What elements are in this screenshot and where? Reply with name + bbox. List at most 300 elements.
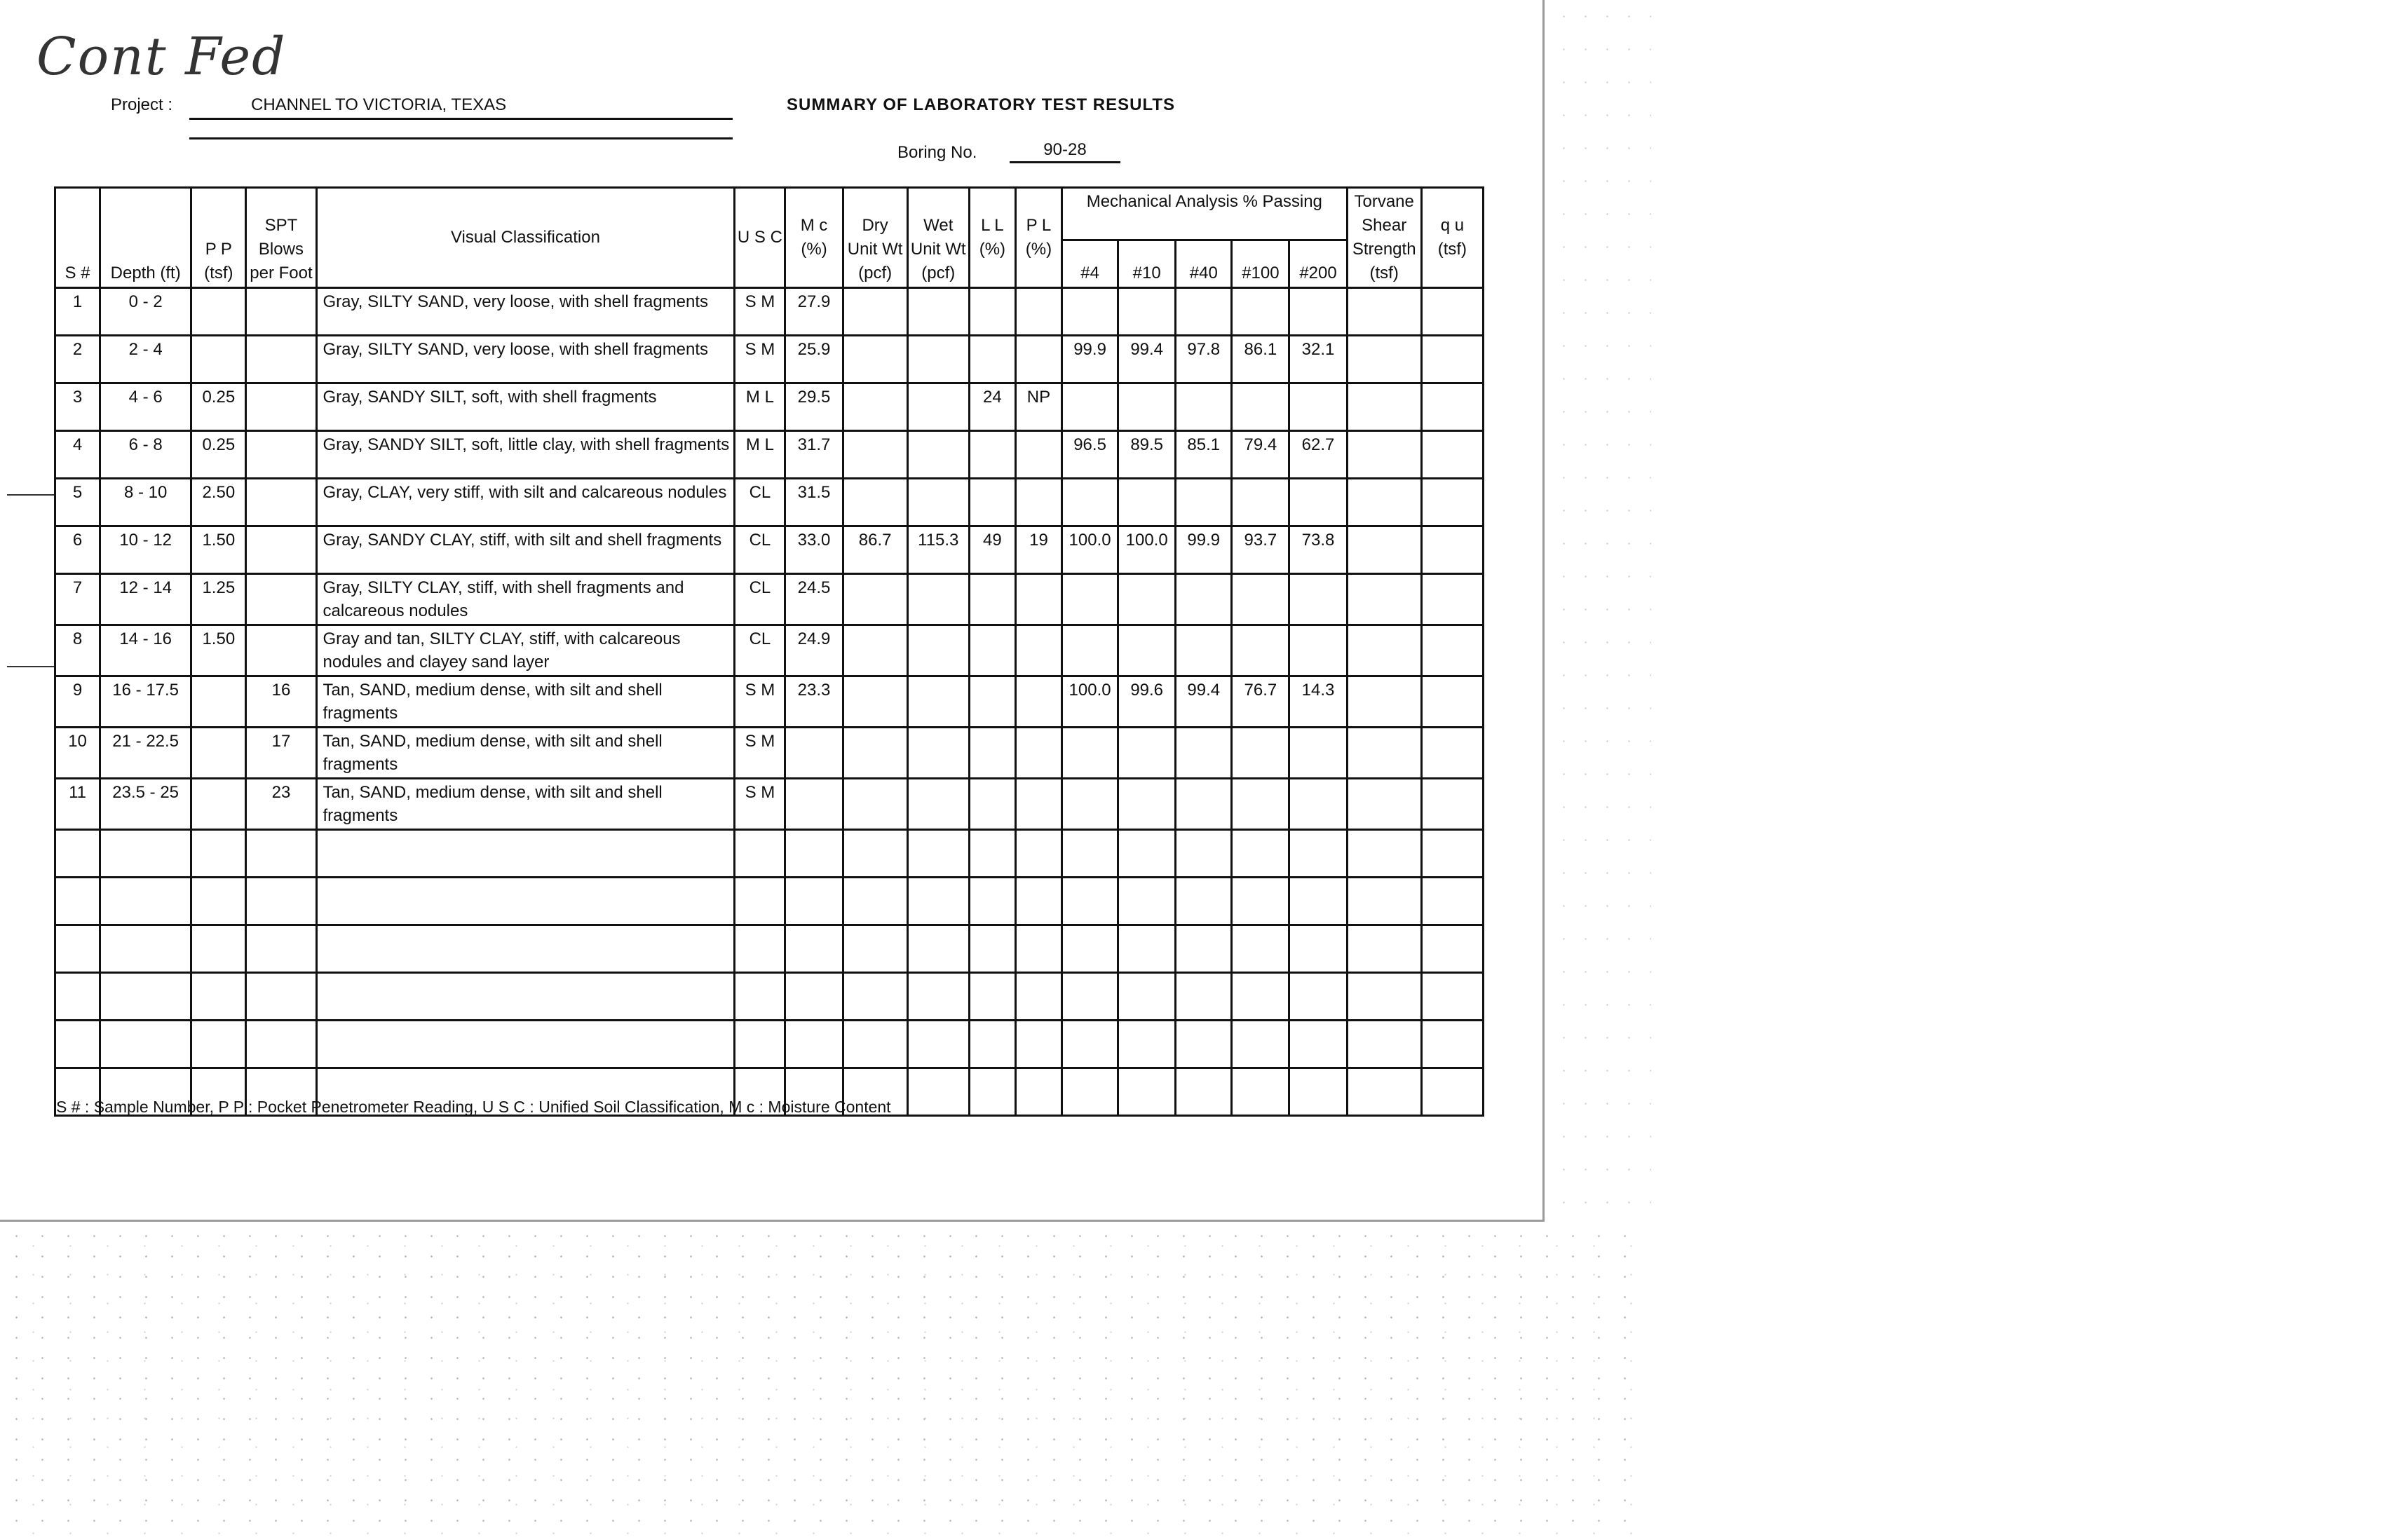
cell-usc xyxy=(735,830,785,878)
table-row xyxy=(55,526,1484,574)
cell-torvane xyxy=(1347,1068,1421,1116)
cell-mc xyxy=(785,830,843,878)
cell-mc: 33.0 xyxy=(785,526,843,574)
cell-s200 xyxy=(1289,878,1347,925)
cell-pl xyxy=(1015,288,1061,336)
project-label: Project : xyxy=(111,95,173,114)
table-row xyxy=(55,779,1484,830)
cell-s100 xyxy=(1232,625,1289,676)
cell-s40: 97.8 xyxy=(1176,336,1232,383)
cell-s200 xyxy=(1289,973,1347,1021)
cell-qu xyxy=(1421,625,1483,676)
cell-ll xyxy=(969,830,1015,878)
cell-depth: 8 - 10 xyxy=(100,479,191,526)
cell-s100 xyxy=(1232,728,1289,779)
cell-depth: 6 - 8 xyxy=(100,431,191,479)
col-sieve-10: #10 xyxy=(1118,240,1176,287)
scan-noise xyxy=(0,1220,1634,1540)
cell-s4: 100.0 xyxy=(1062,526,1118,574)
cell-s100 xyxy=(1232,925,1289,973)
cell-depth: 4 - 6 xyxy=(100,383,191,431)
cell-wet xyxy=(907,779,969,830)
cell-s40 xyxy=(1176,779,1232,830)
cell-torvane xyxy=(1347,830,1421,878)
cell-pp xyxy=(191,728,246,779)
cell-wet xyxy=(907,728,969,779)
cell-pl xyxy=(1015,779,1061,830)
project-value: CHANNEL TO VICTORIA, TEXAS xyxy=(189,90,733,120)
table-row xyxy=(55,1021,1484,1068)
cell-desc: Tan, SAND, medium dense, with silt and shell fragments xyxy=(316,779,735,830)
project-underline xyxy=(189,137,733,139)
cell-s10 xyxy=(1118,878,1176,925)
cell-s4 xyxy=(1062,479,1118,526)
col-spt: SPT Blows per Foot xyxy=(246,188,316,288)
cell-s4 xyxy=(1062,1068,1118,1116)
cell-pl xyxy=(1015,728,1061,779)
table-row xyxy=(55,574,1484,625)
cell-ll: 49 xyxy=(969,526,1015,574)
cell-spt: 23 xyxy=(246,779,316,830)
cell-desc: Gray, SILTY SAND, very loose, with shell fragments xyxy=(316,288,735,336)
table-row xyxy=(55,625,1484,676)
cell-torvane xyxy=(1347,925,1421,973)
cell-desc: Gray, SILTY SAND, very loose, with shell fragments xyxy=(316,336,735,383)
cell-qu xyxy=(1421,830,1483,878)
cell-s: 10 xyxy=(55,728,100,779)
handwritten-note: Cont Fed xyxy=(36,27,287,87)
cell-usc: CL xyxy=(735,574,785,625)
cell-pl xyxy=(1015,676,1061,728)
cell-spt: 16 xyxy=(246,676,316,728)
col-depth: Depth (ft) xyxy=(100,188,191,288)
cell-wet xyxy=(907,383,969,431)
cell-wet xyxy=(907,878,969,925)
cell-depth xyxy=(100,925,191,973)
cell-s xyxy=(55,830,100,878)
cell-torvane xyxy=(1347,288,1421,336)
cell-s200: 62.7 xyxy=(1289,431,1347,479)
cell-depth: 23.5 - 25 xyxy=(100,779,191,830)
cell-wet xyxy=(907,973,969,1021)
cell-spt xyxy=(246,574,316,625)
cell-torvane xyxy=(1347,574,1421,625)
table-row xyxy=(55,288,1484,336)
cell-ll xyxy=(969,676,1015,728)
cell-qu xyxy=(1421,1021,1483,1068)
cell-pp: 1.50 xyxy=(191,625,246,676)
cell-s4 xyxy=(1062,779,1118,830)
col-ll: L L (%) xyxy=(969,188,1015,288)
cell-s100: 76.7 xyxy=(1232,676,1289,728)
cell-s100 xyxy=(1232,878,1289,925)
cell-dry xyxy=(843,479,907,526)
cell-mc: 25.9 xyxy=(785,336,843,383)
cell-s40 xyxy=(1176,728,1232,779)
cell-pl xyxy=(1015,431,1061,479)
cell-s100 xyxy=(1232,1021,1289,1068)
cell-s xyxy=(55,925,100,973)
cell-s: 11 xyxy=(55,779,100,830)
cell-wet xyxy=(907,479,969,526)
scan-noise-right xyxy=(1553,0,1651,1220)
cell-qu xyxy=(1421,526,1483,574)
cell-torvane xyxy=(1347,526,1421,574)
cell-mc xyxy=(785,728,843,779)
cell-ll xyxy=(969,1021,1015,1068)
cell-ll xyxy=(969,973,1015,1021)
col-pp: P P (tsf) xyxy=(191,188,246,288)
cell-usc: S M xyxy=(735,336,785,383)
legend-footnote: S # : Sample Number, P P : Pocket Penetrometer Reading, U S C : Unified Soil Classification, M c : Moisture Content xyxy=(56,1098,891,1116)
cell-qu xyxy=(1421,728,1483,779)
cell-spt xyxy=(246,288,316,336)
cell-desc: Gray, SANDY SILT, soft, little clay, with shell fragments xyxy=(316,431,735,479)
cell-pl xyxy=(1015,925,1061,973)
col-usc: U S C xyxy=(735,188,785,288)
cell-pl xyxy=(1015,336,1061,383)
cell-depth xyxy=(100,878,191,925)
cell-pp xyxy=(191,925,246,973)
cell-s200 xyxy=(1289,625,1347,676)
cell-s10 xyxy=(1118,1068,1176,1116)
cell-s40 xyxy=(1176,479,1232,526)
cell-usc xyxy=(735,973,785,1021)
cell-s200: 32.1 xyxy=(1289,336,1347,383)
cell-wet xyxy=(907,574,969,625)
col-sieve-200: #200 xyxy=(1289,240,1347,287)
cell-ll: 24 xyxy=(969,383,1015,431)
cell-ll xyxy=(969,431,1015,479)
col-pl: P L (%) xyxy=(1015,188,1061,288)
cell-torvane xyxy=(1347,973,1421,1021)
cell-s4 xyxy=(1062,1021,1118,1068)
cell-s10: 99.4 xyxy=(1118,336,1176,383)
cell-spt xyxy=(246,973,316,1021)
table-row xyxy=(55,878,1484,925)
cell-dry xyxy=(843,336,907,383)
cell-qu xyxy=(1421,288,1483,336)
cell-mc: 31.5 xyxy=(785,479,843,526)
cell-qu xyxy=(1421,878,1483,925)
cell-dry xyxy=(843,925,907,973)
cell-usc: S M xyxy=(735,676,785,728)
cell-s10 xyxy=(1118,925,1176,973)
cell-desc: Gray, SILTY CLAY, stiff, with shell fragments and calcareous nodules xyxy=(316,574,735,625)
cell-mc: 29.5 xyxy=(785,383,843,431)
cell-s: 1 xyxy=(55,288,100,336)
cell-wet: 115.3 xyxy=(907,526,969,574)
cell-pp: 2.50 xyxy=(191,479,246,526)
cell-mc xyxy=(785,878,843,925)
cell-pp xyxy=(191,973,246,1021)
cell-pl xyxy=(1015,973,1061,1021)
cell-depth: 2 - 4 xyxy=(100,336,191,383)
cell-s40 xyxy=(1176,574,1232,625)
cell-pp xyxy=(191,878,246,925)
cell-pp: 0.25 xyxy=(191,383,246,431)
cell-desc xyxy=(316,830,735,878)
margin-mark xyxy=(7,494,56,496)
cell-s10 xyxy=(1118,830,1176,878)
col-sieve-40: #40 xyxy=(1176,240,1232,287)
cell-depth xyxy=(100,830,191,878)
cell-usc: S M xyxy=(735,288,785,336)
cell-depth: 10 - 12 xyxy=(100,526,191,574)
cell-depth: 14 - 16 xyxy=(100,625,191,676)
cell-dry xyxy=(843,288,907,336)
cell-s200 xyxy=(1289,1068,1347,1116)
cell-spt xyxy=(246,878,316,925)
col-mechanical-analysis: Mechanical Analysis % Passing xyxy=(1062,188,1348,240)
cell-depth: 0 - 2 xyxy=(100,288,191,336)
cell-depth: 21 - 22.5 xyxy=(100,728,191,779)
cell-pp: 1.25 xyxy=(191,574,246,625)
cell-ll xyxy=(969,288,1015,336)
cell-s100 xyxy=(1232,288,1289,336)
table-body xyxy=(55,288,1484,1116)
cell-s: 9 xyxy=(55,676,100,728)
cell-s: 2 xyxy=(55,336,100,383)
cell-depth: 12 - 14 xyxy=(100,574,191,625)
cell-qu xyxy=(1421,1068,1483,1116)
cell-depth xyxy=(100,1021,191,1068)
cell-s: 6 xyxy=(55,526,100,574)
cell-qu xyxy=(1421,431,1483,479)
cell-qu xyxy=(1421,479,1483,526)
cell-pl xyxy=(1015,574,1061,625)
cell-s10 xyxy=(1118,728,1176,779)
cell-s4 xyxy=(1062,878,1118,925)
table-row xyxy=(55,383,1484,431)
cell-dry xyxy=(843,973,907,1021)
cell-s10 xyxy=(1118,479,1176,526)
table-row xyxy=(55,479,1484,526)
cell-s200 xyxy=(1289,830,1347,878)
cell-usc: S M xyxy=(735,728,785,779)
col-torvane: Torvane Shear Strength (tsf) xyxy=(1347,188,1421,288)
cell-s200 xyxy=(1289,779,1347,830)
boring-value: 90-28 xyxy=(1010,140,1120,163)
cell-torvane xyxy=(1347,676,1421,728)
cell-s: 8 xyxy=(55,625,100,676)
cell-s10: 99.6 xyxy=(1118,676,1176,728)
cell-mc: 24.5 xyxy=(785,574,843,625)
cell-s40 xyxy=(1176,1021,1232,1068)
cell-desc: Gray, SANDY SILT, soft, with shell fragments xyxy=(316,383,735,431)
cell-s4: 96.5 xyxy=(1062,431,1118,479)
cell-s4 xyxy=(1062,728,1118,779)
cell-s4 xyxy=(1062,574,1118,625)
cell-torvane xyxy=(1347,336,1421,383)
cell-s40: 99.4 xyxy=(1176,676,1232,728)
cell-ll xyxy=(969,625,1015,676)
cell-dry xyxy=(843,728,907,779)
cell-wet xyxy=(907,925,969,973)
cell-desc: Gray, CLAY, very stiff, with silt and calcareous nodules xyxy=(316,479,735,526)
cell-spt xyxy=(246,1021,316,1068)
cell-usc: CL xyxy=(735,625,785,676)
cell-qu xyxy=(1421,336,1483,383)
cell-mc xyxy=(785,973,843,1021)
cell-desc: Tan, SAND, medium dense, with silt and shell fragments xyxy=(316,728,735,779)
cell-pp xyxy=(191,1021,246,1068)
cell-desc: Tan, SAND, medium dense, with silt and shell fragments xyxy=(316,676,735,728)
cell-s200: 73.8 xyxy=(1289,526,1347,574)
cell-wet xyxy=(907,1021,969,1068)
cell-s40 xyxy=(1176,878,1232,925)
cell-s100 xyxy=(1232,383,1289,431)
cell-spt: 17 xyxy=(246,728,316,779)
cell-usc: CL xyxy=(735,479,785,526)
page-title: SUMMARY OF LABORATORY TEST RESULTS xyxy=(787,95,1176,114)
cell-depth xyxy=(100,973,191,1021)
cell-ll xyxy=(969,1068,1015,1116)
cell-s100 xyxy=(1232,574,1289,625)
cell-pl: NP xyxy=(1015,383,1061,431)
boring-label: Boring No. xyxy=(897,143,977,162)
cell-s40 xyxy=(1176,925,1232,973)
cell-qu xyxy=(1421,574,1483,625)
cell-s100 xyxy=(1232,830,1289,878)
col-qu: q u (tsf) xyxy=(1421,188,1483,288)
cell-pl xyxy=(1015,878,1061,925)
col-sieve-4: #4 xyxy=(1062,240,1118,287)
cell-s4: 100.0 xyxy=(1062,676,1118,728)
cell-s200 xyxy=(1289,383,1347,431)
cell-torvane xyxy=(1347,383,1421,431)
cell-s4 xyxy=(1062,625,1118,676)
table-row xyxy=(55,728,1484,779)
cell-s40: 85.1 xyxy=(1176,431,1232,479)
cell-qu xyxy=(1421,779,1483,830)
cell-s4 xyxy=(1062,383,1118,431)
cell-s xyxy=(55,1021,100,1068)
cell-pp xyxy=(191,288,246,336)
cell-wet xyxy=(907,431,969,479)
cell-ll xyxy=(969,779,1015,830)
cell-usc xyxy=(735,1021,785,1068)
table-row xyxy=(55,973,1484,1021)
cell-dry xyxy=(843,779,907,830)
cell-mc xyxy=(785,779,843,830)
cell-mc: 23.3 xyxy=(785,676,843,728)
cell-spt xyxy=(246,925,316,973)
cell-dry xyxy=(843,676,907,728)
cell-s10: 100.0 xyxy=(1118,526,1176,574)
cell-pp xyxy=(191,830,246,878)
cell-qu xyxy=(1421,925,1483,973)
lab-results-table xyxy=(54,186,1484,1117)
cell-desc: Gray and tan, SILTY CLAY, stiff, with calcareous nodules and clayey sand layer xyxy=(316,625,735,676)
cell-desc xyxy=(316,973,735,1021)
table-row xyxy=(55,676,1484,728)
cell-torvane xyxy=(1347,625,1421,676)
cell-s40 xyxy=(1176,383,1232,431)
col-sample: S # xyxy=(55,188,100,288)
cell-s200 xyxy=(1289,288,1347,336)
cell-s200 xyxy=(1289,728,1347,779)
cell-s4: 99.9 xyxy=(1062,336,1118,383)
cell-ll xyxy=(969,336,1015,383)
cell-dry xyxy=(843,431,907,479)
cell-s4 xyxy=(1062,288,1118,336)
table-row xyxy=(55,830,1484,878)
col-sieve-100: #100 xyxy=(1232,240,1289,287)
cell-s200: 14.3 xyxy=(1289,676,1347,728)
cell-s4 xyxy=(1062,830,1118,878)
cell-s10 xyxy=(1118,973,1176,1021)
cell-dry xyxy=(843,878,907,925)
cell-pp: 0.25 xyxy=(191,431,246,479)
cell-s4 xyxy=(1062,973,1118,1021)
table-row xyxy=(55,925,1484,973)
cell-wet xyxy=(907,288,969,336)
cell-s: 3 xyxy=(55,383,100,431)
cell-torvane xyxy=(1347,1021,1421,1068)
cell-wet xyxy=(907,676,969,728)
cell-s10 xyxy=(1118,383,1176,431)
cell-s200 xyxy=(1289,1021,1347,1068)
cell-usc: M L xyxy=(735,383,785,431)
col-wet: Wet Unit Wt (pcf) xyxy=(907,188,969,288)
cell-usc: M L xyxy=(735,431,785,479)
cell-dry xyxy=(843,625,907,676)
cell-spt xyxy=(246,830,316,878)
cell-s100 xyxy=(1232,973,1289,1021)
cell-usc xyxy=(735,878,785,925)
cell-ll xyxy=(969,878,1015,925)
cell-wet xyxy=(907,1068,969,1116)
cell-qu xyxy=(1421,676,1483,728)
cell-ll xyxy=(969,479,1015,526)
cell-wet xyxy=(907,830,969,878)
cell-s10 xyxy=(1118,779,1176,830)
cell-wet xyxy=(907,336,969,383)
col-mc: M c (%) xyxy=(785,188,843,288)
cell-s100: 79.4 xyxy=(1232,431,1289,479)
cell-s100: 93.7 xyxy=(1232,526,1289,574)
cell-pp xyxy=(191,779,246,830)
cell-s40 xyxy=(1176,1068,1232,1116)
cell-pp xyxy=(191,676,246,728)
cell-ll xyxy=(969,574,1015,625)
cell-s xyxy=(55,878,100,925)
cell-s200 xyxy=(1289,479,1347,526)
cell-usc: S M xyxy=(735,779,785,830)
cell-desc xyxy=(316,1021,735,1068)
cell-mc: 27.9 xyxy=(785,288,843,336)
cell-desc: Gray, SANDY CLAY, stiff, with silt and shell fragments xyxy=(316,526,735,574)
cell-s40: 99.9 xyxy=(1176,526,1232,574)
cell-s10 xyxy=(1118,288,1176,336)
cell-torvane xyxy=(1347,878,1421,925)
cell-spt xyxy=(246,431,316,479)
cell-qu xyxy=(1421,973,1483,1021)
cell-s4 xyxy=(1062,925,1118,973)
cell-mc xyxy=(785,925,843,973)
cell-spt xyxy=(246,336,316,383)
cell-spt xyxy=(246,479,316,526)
cell-pl xyxy=(1015,1068,1061,1116)
col-dry: Dry Unit Wt (pcf) xyxy=(843,188,907,288)
cell-pp: 1.50 xyxy=(191,526,246,574)
table-row xyxy=(55,336,1484,383)
cell-s10: 89.5 xyxy=(1118,431,1176,479)
cell-s: 5 xyxy=(55,479,100,526)
cell-dry xyxy=(843,830,907,878)
cell-s10 xyxy=(1118,1021,1176,1068)
